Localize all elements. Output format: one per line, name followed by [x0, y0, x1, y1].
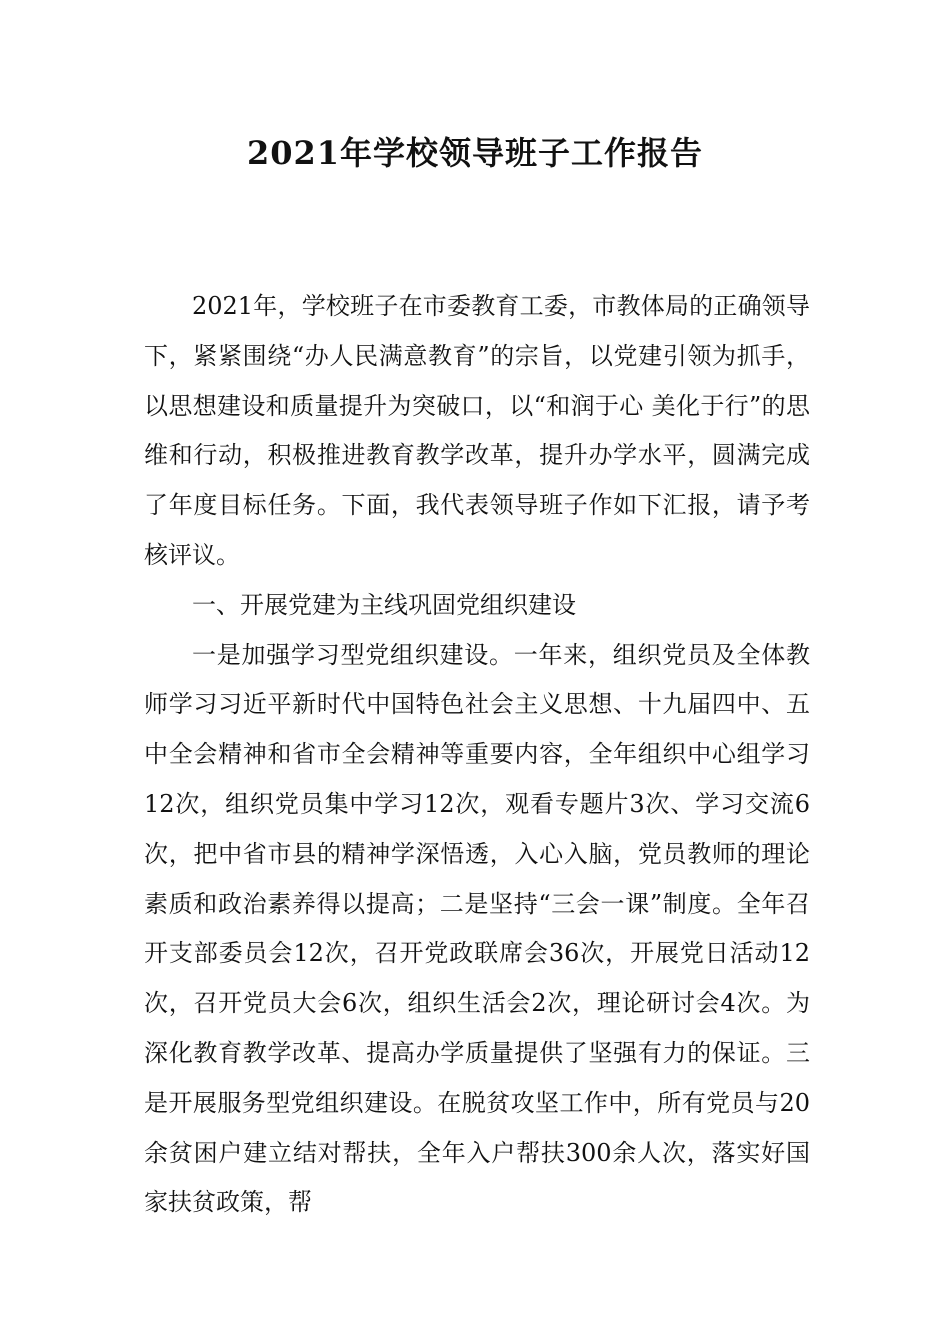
section-paragraph: 一是加强学习型党组织建设。一年来，组织党员及全体教师学习习近平新时代中国特色社会主义思想、十九届四中、五中全会精神和省市全会精神等重要内容，全年组织中心组学习12次，组织党员集中学习12次，观看专题片3次、学习交流6次，把中省市县的精神学深悟透，入心入脑，党员教师的理论素质和政治素养得以提高；二是坚持“三会一课”制度。全年召开支部委员会12次，召开党政联席会36次，开展党日活动12次，召开党员大会6次，组织生活会2次，理论研讨会4次。为深化教育教学改革、提高办学质量提供了坚强有力的保证。三是开展服务型党组织建设。在脱贫攻坚工作中，所有党员与20余贫困户建立结对帮扶，全年入户帮扶300余人次，落实好国家扶贫政策，帮	[144, 640, 810, 1217]
intro-paragraph: 2021年，学校班子在市委教育工委，市教体局的正确领导下，紧紧围绕“办人民满意教育”的宗旨，以党建引领为抓手，以思想建设和质量提升为突破口，以“和润于心 美化于行”的思维和行动，积极推进教育教学改革，提升办学水平，圆满完成了年度目标任务。下面，我代表领导班子作如下汇报，请予考核评议。	[144, 292, 810, 569]
document-title: 2021年学校领导班子工作报告	[246, 134, 704, 172]
document-body	[144, 282, 810, 1228]
section-heading: 一、开展党建为主线巩固党组织建设	[192, 590, 576, 619]
